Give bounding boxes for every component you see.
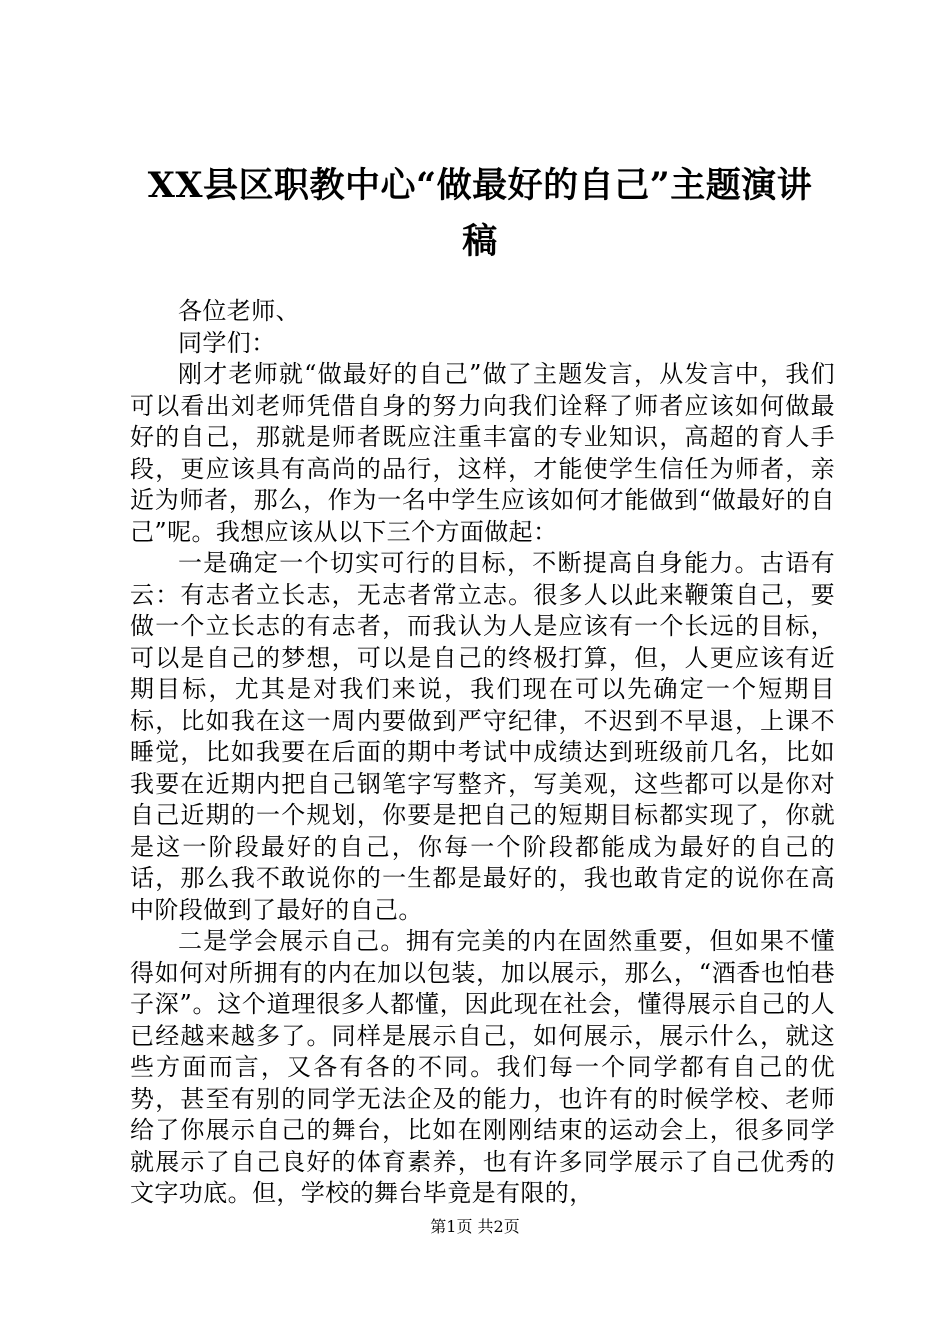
body-paragraph-point-2: 二是学会展示自己。拥有完美的内在固然重要，但如果不懂得如何对所拥有的内在加以包装，加以展示，那么，“酒香也怕巷子深”。这个道理很多人都懂，因此现在社会，懂得展示自己的人已经越来越多了。同样是展示自己，如何展示，展示什么，就这些方面而言，又各有各的不同。我们每一个同学都有自己的优势，甚至有别的同学无法企及的能力，也许有的时候学校、老师给了你展示自己的舞台，比如在刚刚结束的运动会上，很多同学就展示了自己良好的体育素养，也有许多同学展示了自己优秀的文字功底。但，学校的舞台毕竟是有限的， — [130, 927, 835, 1207]
body-paragraph-point-1: 一是确定一个切实可行的目标，不断提高自身能力。古语有云：有志者立长志，无志者常立志。很多人以此来鞭策自己，要做一个立长志的有志者，而我认为人是应该有一个长远的目标，可以是自己的梦想，可以是自己的终极打算，但，人更应该有近期目标，尤其是对我们来说，我们现在可以先确定一个短期目标，比如我在这一周内要做到严守纪律，不迟到不早退，上课不睡觉，比如我要在后面的期中考试中成绩达到班级前几名，比如我要在近期内把自己钢笔字写整齐，写美观，这些都可以是你对自己近期的一个规划，你要是把自己的短期目标都实现了，你就是这一阶段最好的自己，你每一个阶段都能成为最好的自己的话，那么我不敢说你的一生都是最好的，我也敢肯定的说你在高中阶段做到了最好的自己。 — [130, 549, 835, 924]
body-paragraph-intro: 刚才老师就“做最好的自己”做了主题发言，从发言中，我们可以看出刘老师凭借自身的努力向我们诠释了师者应该如何做最好的自己，那就是师者既应注重丰富的专业知识，高超的育人手段，更应该具有高尚的品行，这样，才能使学生信任为师者，亲近为师者，那么，作为一名中学生应该如何才能做到“做最好的自己”呢。我想应该从以下三个方面做起： — [130, 360, 835, 546]
document-title: XX县区职教中心“做最好的自己”主题演讲稿 — [147, 165, 813, 262]
page-footer: 第1页 共2页 — [430, 1217, 520, 1236]
document-body — [130, 296, 835, 1210]
salutation-line-2: 同学们： — [178, 328, 276, 357]
salutation-line-1: 各位老师、 — [178, 297, 300, 325]
